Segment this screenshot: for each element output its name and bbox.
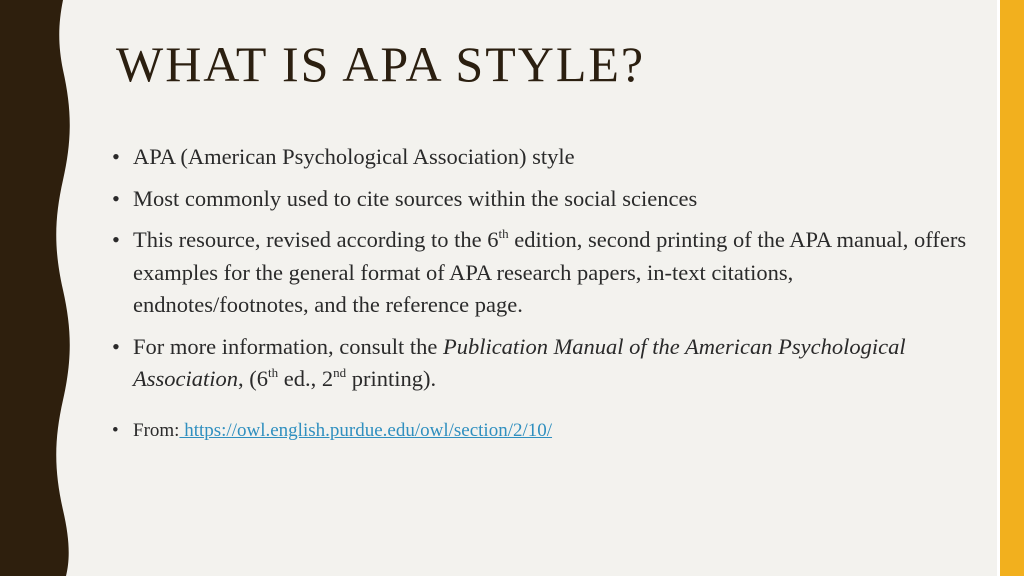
bullet-dot: • bbox=[112, 144, 120, 169]
bullet-dot: • bbox=[112, 419, 119, 441]
bullet-text-part: ed., 2 bbox=[278, 366, 334, 391]
wavy-left-band bbox=[0, 0, 80, 576]
ordinal-superscript: nd bbox=[333, 365, 347, 380]
bullet-text: Most commonly used to cite sources within the social sciences bbox=[133, 185, 698, 211]
source-link[interactable]: https://owl.english.purdue.edu/owl/section/2/10/ bbox=[179, 419, 553, 441]
bullet-more-info bbox=[112, 331, 972, 396]
bullet-dot: • bbox=[112, 333, 120, 359]
bullet-apa-style bbox=[112, 141, 972, 174]
bullet-text: APA (American Psychological Association) style bbox=[133, 144, 575, 169]
bullet-text-part: , (6 bbox=[238, 366, 268, 391]
bullet-dot: • bbox=[112, 185, 120, 211]
bullet-resource bbox=[112, 224, 972, 322]
ordinal-superscript: th bbox=[498, 226, 509, 241]
publication-title: Publication Manual of the American Psychological Association bbox=[133, 333, 906, 391]
bullet-text-part: edition, second printing of the APA manual, offers examples for the general format of APA research papers, in-text citations, endnotes/footnotes, and the reference page. bbox=[133, 227, 967, 317]
bullet-source bbox=[112, 418, 972, 444]
bullet-social-sciences bbox=[112, 183, 972, 216]
source-label: From: bbox=[133, 419, 180, 441]
bullet-dot: • bbox=[112, 227, 120, 252]
right-accent-bar bbox=[1000, 0, 1024, 576]
bullet-text-part: This resource, revised according to the 6 bbox=[133, 227, 499, 252]
ordinal-superscript: th bbox=[268, 365, 279, 380]
bullet-text-part: printing). bbox=[346, 366, 437, 391]
slide-title: WHAT IS APA STYLE? bbox=[116, 36, 646, 92]
wavy-band-shape bbox=[0, 0, 70, 576]
bullet-list bbox=[112, 141, 972, 453]
bullet-text-part: For more information, consult the bbox=[133, 333, 443, 359]
